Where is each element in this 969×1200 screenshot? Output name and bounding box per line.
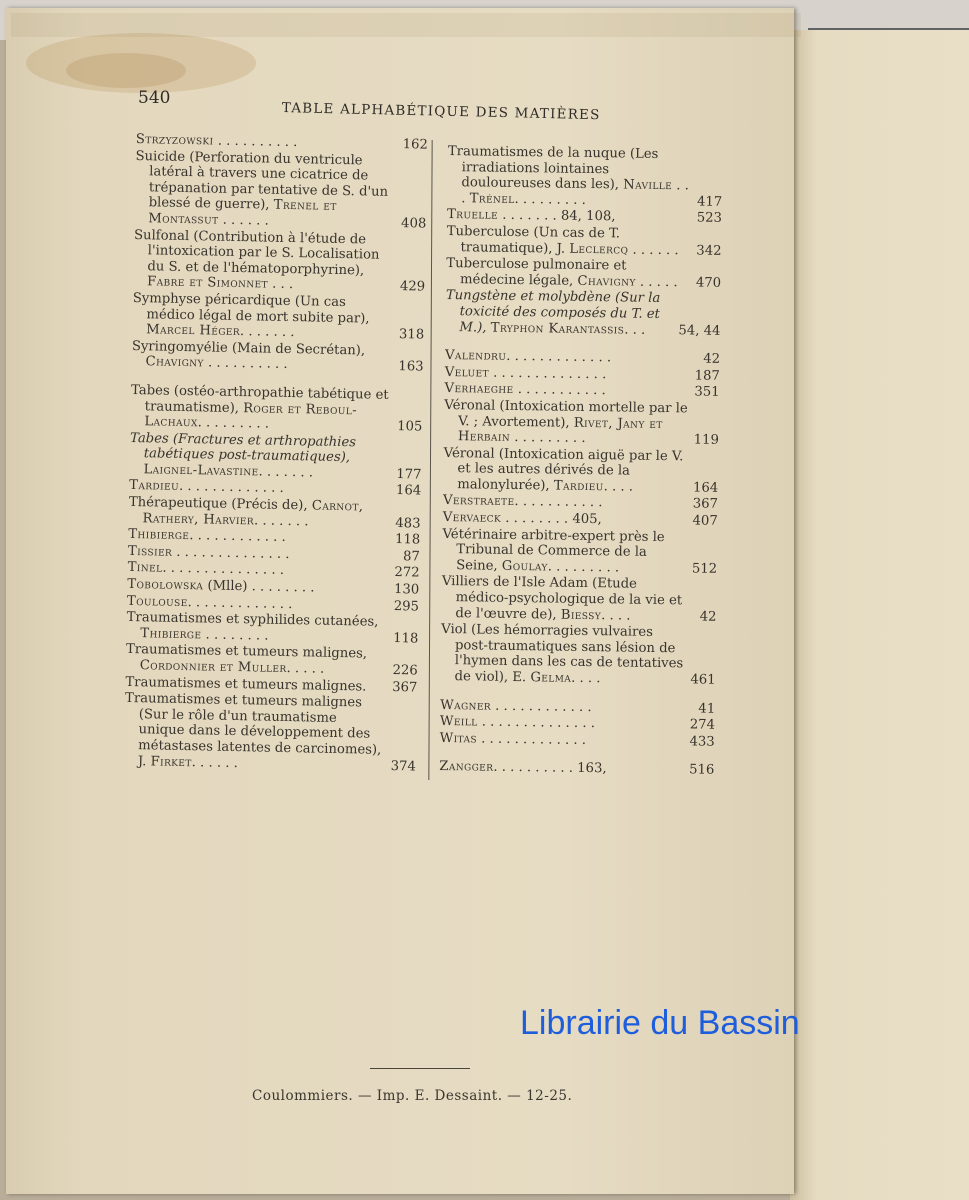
index-entry [124, 691, 417, 775]
entry-title: Viol (Les hémorragies vulvaires post-traumatiques sans lésion de l'hymen dans les cas de tentatives de viol), E. [441, 622, 684, 686]
entry-text [443, 446, 688, 496]
entry-page-numbers: 54, 44 [678, 322, 721, 339]
index-entry [447, 144, 723, 210]
entry-page-numbers: 105 [397, 419, 423, 435]
entry-author: Zangger [439, 759, 494, 776]
entry-author: Verstraete [442, 493, 515, 510]
entry-author: Weill [439, 714, 478, 730]
entry-leader: . . . . . . . . . [197, 415, 270, 432]
entry-leader: . . . . . . . . . . [203, 355, 288, 373]
entry-author: Tardieu [129, 478, 180, 495]
index-entry [439, 759, 714, 778]
index-entry [126, 610, 419, 647]
entry-author: Tryphon Karantassis [490, 320, 625, 338]
page-stain [11, 13, 801, 37]
entry-title: Syringomyélie (Main de Secrétan), [131, 338, 366, 359]
entry-author: Laignel-Lavastine [143, 462, 259, 480]
entry-text [440, 622, 686, 688]
entry-author: Toulouse [126, 593, 188, 610]
entry-title-italic: Tabes (Fractures et arthropathies tabétiques post-traumatiques), [129, 430, 357, 466]
entry-leader: . . . . . . . . . . . . . . [477, 714, 596, 732]
entry-text [446, 224, 691, 259]
entry-leader: . . . . . . . . . [514, 191, 586, 208]
entry-leader: . . . . . . . 84, 108, [497, 208, 616, 225]
entry-leader: . . . . [571, 670, 601, 687]
entry-page-numbers: 187 [694, 368, 720, 384]
entry-title: Traumatismes et syphilides cutanées, [126, 610, 379, 630]
entry-text [134, 149, 397, 232]
entry-page-numbers: 470 [695, 275, 722, 291]
entry-leader: . . . . . . [191, 754, 239, 771]
entry-page-numbers: 272 [394, 565, 420, 581]
entry-title: Tabes (ostéo-arthropathie tabétique et traumatisme), [130, 382, 389, 416]
entry-text [447, 144, 693, 210]
entry-page-numbers: 118 [393, 630, 419, 647]
entry-leader: . . . . . [286, 660, 325, 677]
entry-author: Chavigny [145, 354, 204, 371]
index-entry [444, 398, 720, 449]
entry-leader: . . . . . . . . . . . . . . [172, 544, 290, 562]
index-entry [134, 149, 427, 233]
entry-author: Truelle [446, 207, 499, 224]
entry-page-numbers: 433 [689, 734, 715, 750]
entry-text [442, 527, 687, 577]
entry-text [441, 574, 688, 624]
entry-page-numbers: 41 [698, 701, 716, 717]
index-entry [440, 622, 716, 688]
entry-page-numbers: 483 [395, 515, 421, 532]
entry-leader: . . . . . . . . . . . . . [187, 594, 293, 612]
entry-author: Biessy [560, 607, 602, 623]
entry-title: Traumatismes et tumeurs malignes (Sur le rôle d'un traumatisme unique dans le développement des métastases latentes de carcinomes), J. [124, 691, 382, 769]
entry-page-numbers: 274 [689, 717, 716, 733]
entry-author: Tobolowska [127, 576, 204, 594]
index-entry [441, 574, 717, 625]
entry-leader: . . . . . . . [258, 464, 314, 481]
footer-rule [370, 1068, 470, 1069]
entry-leader: . . . . [603, 479, 634, 495]
entry-page-numbers: 130 [393, 582, 420, 598]
entry-author: Goulay [501, 558, 548, 575]
entry-page-numbers: 367 [692, 496, 719, 513]
running-head: TABLE ALPHABÉTIQUE DES MATIÈRES [281, 100, 601, 124]
entry-text [128, 495, 390, 531]
index-column-right [439, 144, 723, 780]
facing-page [790, 30, 969, 1200]
entry-leader: . . . . . . [218, 212, 269, 229]
index-entry [132, 291, 425, 343]
entry-leader: . . . . . . . . . . 163, [493, 760, 607, 777]
entry-title: Sulfonal (Contribution à l'étude de l'intoxication par le S. Localisation du S. et de l'hématoporphyrine), [133, 227, 380, 279]
page-number: 540 [138, 88, 171, 108]
entry-leader: . . . [624, 322, 646, 338]
entry-leader: . . . . . . . . . . . . . . [488, 365, 607, 382]
entry-title: Tuberculose pulmonaire et médecine légale, [446, 256, 627, 289]
entry-title: Traumatismes et tumeurs malignes. [125, 674, 367, 695]
entry-text [126, 642, 388, 678]
entry-page-numbers: 407 [692, 513, 718, 529]
entry-leader: . . . . . . . . . . . [513, 382, 606, 399]
entry-author: Rivet, Jany et Herbain [457, 415, 663, 445]
entry-author: Trénel [469, 191, 515, 207]
entry-leader: . . . . . . . . . . . [514, 494, 603, 511]
entry-text [129, 431, 392, 483]
index-entry [131, 339, 424, 376]
entry-author: Veluet [444, 364, 490, 381]
entry-author: Cordonnier et Muller [139, 658, 287, 676]
entry-author: Verhaeghe [444, 381, 514, 398]
entry-page-numbers: 374 [390, 758, 417, 775]
index-entry [443, 446, 719, 497]
index-entry [446, 224, 721, 259]
watermark: Librairie du Bassin [520, 1004, 800, 1042]
entry-author: Marcel Héger [146, 322, 241, 340]
entry-page-numbers: 87 [402, 549, 421, 565]
entry-leader: . . . . . . . . . . . . . [178, 479, 284, 497]
entry-author: Tardieu [553, 478, 604, 495]
entry-page-numbers: 429 [399, 279, 426, 295]
entry-leader: . . . . . [635, 274, 678, 290]
entry-author: Gelma [530, 670, 572, 686]
entry-leader: . . . [461, 178, 690, 207]
entry-author: Tinel [127, 560, 163, 577]
entry-author: Fabre et Simonnet [146, 274, 269, 292]
entry-title: Véronal (Intoxication aiguë par le V. et les autres dérivés de la malonylurée), [443, 445, 684, 494]
entry-leader: . . . . . . . [239, 324, 295, 341]
entry-page-numbers: 461 [690, 672, 716, 688]
entry-leader: . . . . . . . . . . . . [490, 698, 592, 715]
entry-author: Carnot, Rathery, Harvier [142, 498, 364, 528]
entry-leader: . . . . [601, 607, 631, 624]
entry-title: Symphyse péricardique (Un cas médico légal de mort subite par), [132, 290, 370, 327]
entry-title: Tuberculose (Un cas de T. traumatique), J. [446, 223, 621, 257]
entry-page-numbers: 164 [395, 483, 422, 500]
entry-leader: . . . . . . . [253, 512, 309, 530]
entry-author: Wagner [440, 697, 492, 714]
entry-leader: . . . . . . . . 405, [501, 510, 602, 528]
entry-page-numbers: 226 [392, 663, 418, 679]
entry-text [444, 398, 689, 448]
entry-title: Villiers de l'Isle Adam (Etude médico-psychologique de la vie et de l'œuvre de), [441, 574, 683, 623]
entry-page-numbers: 163 [398, 359, 424, 375]
entry-author: Witas [439, 730, 478, 747]
index-entry [445, 288, 721, 339]
entry-page-numbers: 118 [394, 532, 421, 548]
entry-page-numbers: 523 [696, 210, 723, 227]
entry-author: Strzyzowski [135, 132, 214, 149]
entry-page-numbers: 162 [402, 137, 428, 153]
entry-page-numbers: 417 [696, 194, 723, 210]
entry-page-numbers: 367 [392, 679, 418, 696]
entry-text [133, 228, 396, 295]
entry-author: Naville [623, 177, 673, 194]
entry-page-numbers: 42 [703, 351, 721, 367]
entry-author: Roger et Reboul-Lachaux [144, 400, 358, 431]
printer-imprint: Coulommiers. — Imp. E. Dessaint. — 12-25. [252, 1088, 573, 1104]
entry-page-numbers: 351 [694, 384, 720, 401]
entry-title: Suicide (Perforation du ventricule latéral à travers une cicatrice de trépanation par tentative de S. d'un blessé de guerre), [135, 148, 389, 214]
index-entry [446, 256, 721, 291]
entry-page-numbers: 342 [696, 243, 722, 259]
index-entry [129, 431, 422, 483]
entry-text [130, 383, 393, 435]
entry-page-numbers: 408 [400, 216, 427, 232]
entry-author: Thibierge [140, 625, 202, 643]
entry-text [446, 256, 691, 291]
entry-text [132, 291, 395, 343]
entry-page-numbers: 177 [396, 466, 422, 483]
entry-leader: . . . . . . . . . [547, 559, 620, 576]
entry-author: Thibierge [128, 527, 190, 544]
entry-leader: . . . . . . . . . . [213, 133, 298, 151]
entry-leader: . . . . . . . . . . . . . [506, 348, 612, 366]
entry-leader: . . . . . . . . . . . . . . . [162, 561, 285, 579]
index-entry [133, 228, 426, 296]
entry-page-numbers: 512 [691, 561, 718, 577]
entry-title: Thérapeutique (Précis de), [128, 494, 312, 514]
entry-title: Vétérinaire arbitre-expert près le Tribunal de Commerce de la Seine, [442, 526, 665, 574]
entry-author: Trenel et Montassut [148, 198, 337, 228]
entry-title-italic: Tungstène et molybdène (Sur la toxicité des composés du T. et M.), [445, 288, 661, 336]
entry-page-numbers: 516 [689, 762, 715, 779]
index-column-left [124, 132, 428, 776]
entry-leader: . . . . . . [628, 242, 679, 258]
entry-author: Leclercq [569, 241, 629, 258]
index-entry [442, 527, 718, 578]
entry-text [439, 759, 684, 778]
entry-leader: . . . . . . . . [201, 627, 269, 644]
entry-text [124, 691, 387, 774]
entry-page-numbers: 318 [398, 327, 425, 343]
entry-author: Vervaeck [442, 510, 502, 526]
entry-author: Firket [150, 753, 192, 770]
entry-text [126, 610, 388, 646]
entry-text [445, 288, 674, 338]
index-entry [126, 642, 419, 679]
entry-author: Chavigny [577, 273, 636, 290]
index-entry [130, 383, 423, 435]
entry-page-numbers: 42 [699, 609, 717, 625]
entry-page-numbers: 164 [692, 480, 719, 496]
entry-page-numbers: 119 [693, 432, 719, 448]
entry-author: Valendru [444, 348, 507, 364]
index-entry [128, 495, 421, 532]
entry-leader: (Mlle) . . . . . . . . [203, 578, 315, 596]
entry-leader: . . . . . . . . . . . . . [476, 731, 587, 748]
entry-page-numbers: 295 [393, 598, 420, 615]
entry-leader: . . . . . . . . . [510, 429, 586, 447]
page-stain [66, 53, 186, 88]
entry-title: Traumatismes et tumeurs malignes, [125, 642, 368, 662]
entry-title: Traumatismes de la nuque (Les irradiations lointaines douloureuses dans les), [447, 144, 659, 193]
entry-text [131, 339, 393, 375]
entry-author: Tissier [127, 543, 173, 560]
entry-title: Véronal (Intoxication mortelle par le V. ; Avortement), [444, 397, 688, 431]
entry-leader: . . . [267, 276, 294, 293]
entry-leader: . . . . . . . . . . . . [189, 528, 286, 546]
